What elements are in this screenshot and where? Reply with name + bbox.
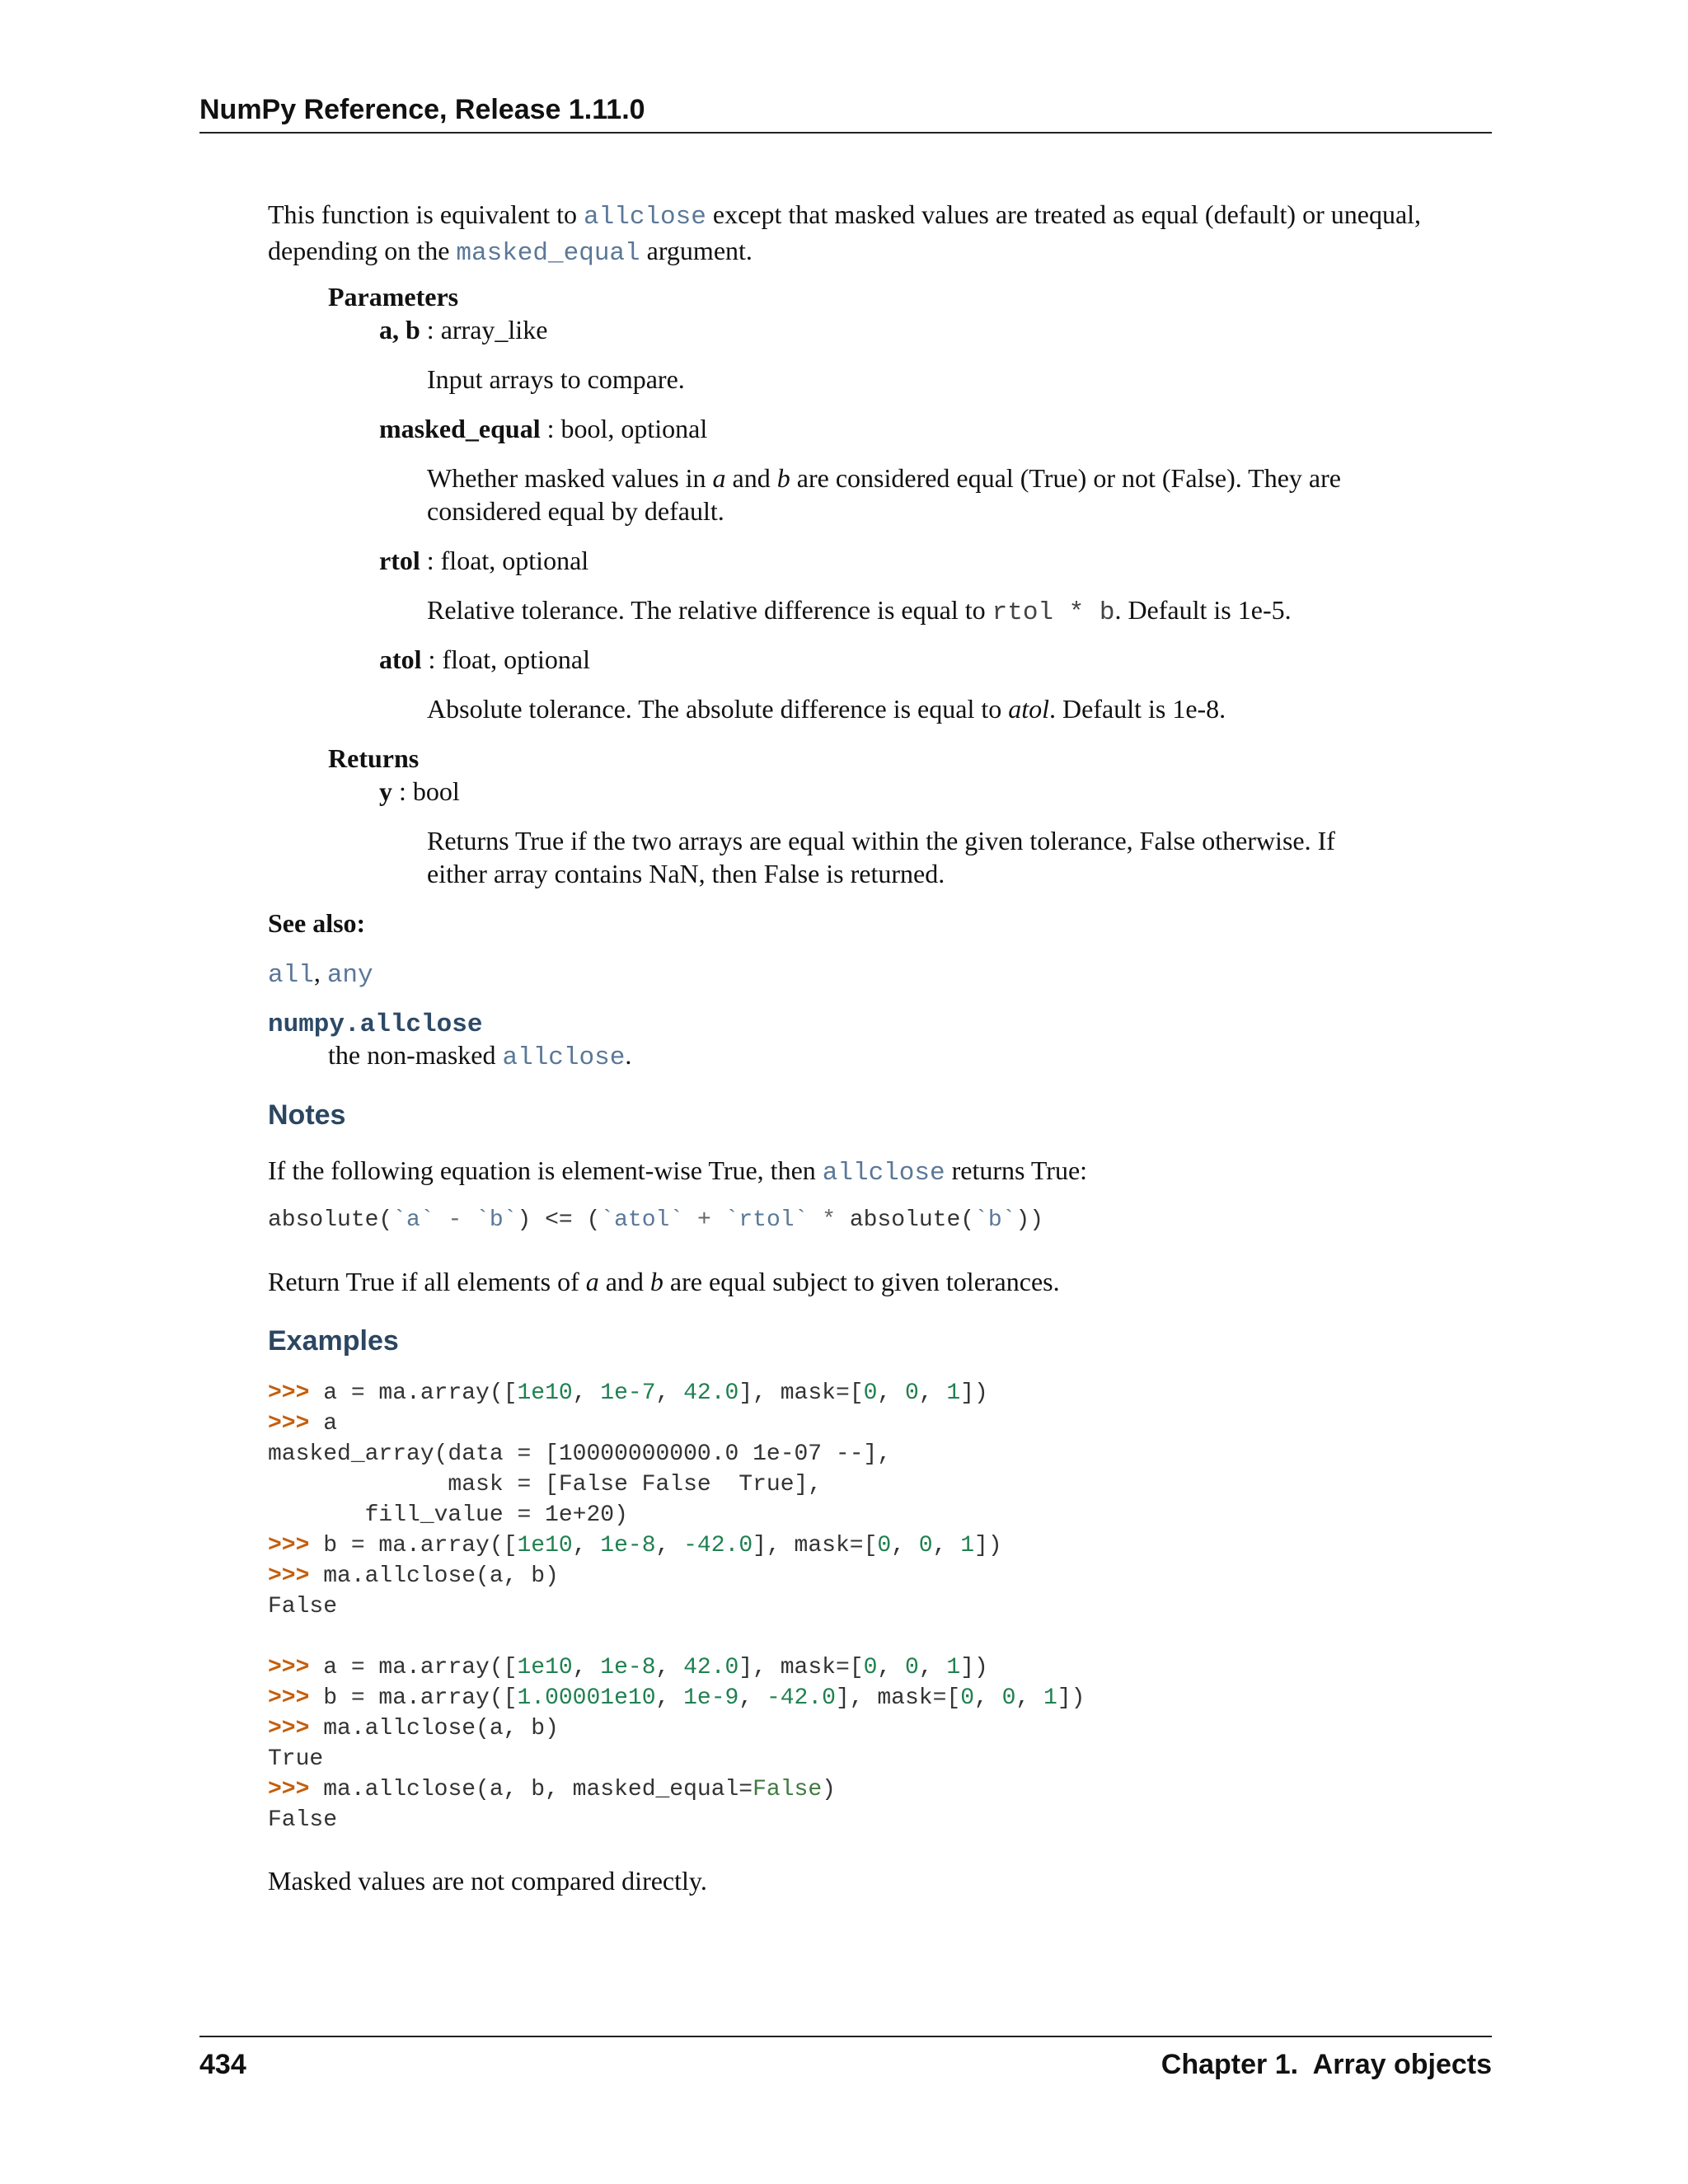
returns-heading: Returns [328, 743, 420, 773]
code-line-8: False [268, 1594, 338, 1619]
return-y: y : bool [379, 776, 460, 806]
any-link[interactable]: any [326, 961, 373, 990]
param-rtol: rtol : float, optional [379, 546, 589, 575]
return-y-desc: Returns True if the two arrays are equal within the given tolerance, False otherwise. If either array contains NaN, then False is returned. [427, 826, 1335, 888]
numpy-allclose-link[interactable]: numpy.allclose [268, 1010, 483, 1039]
param-atol: atol : float, optional [379, 644, 590, 674]
code-line-4: mask = [False False True], [268, 1472, 823, 1497]
masked-equal-link[interactable]: masked_equal [456, 239, 640, 268]
parameters-heading: Parameters [328, 282, 459, 312]
see-also-desc: the non-masked allclose. [328, 1040, 632, 1072]
rtol-code: rtol * b [992, 598, 1115, 627]
closing-paragraph: Masked values are not compared directly. [268, 1866, 707, 1896]
notes-equation: absolute(`a` - `b`) <= (`atol` + `rtol` * absolute(`b`)) [268, 1207, 1044, 1233]
see-also-links: all, any [268, 958, 373, 990]
code-line-1: >>> a = ma.array([1e10, 1e-7, 42.0], mask=[0, 0, 1]) [268, 1380, 988, 1406]
code-line-6: >>> b = ma.array([1e10, 1e-8, -42.0], mask=[0, 0, 1]) [268, 1533, 1002, 1558]
param-atol-desc: Absolute tolerance. The absolute difference is equal to atol. Default is 1e-8. [427, 694, 1226, 724]
param-masked-equal: masked_equal : bool, optional [379, 414, 708, 443]
allclose-link-2[interactable]: allclose [502, 1043, 626, 1072]
notes-heading: Notes [268, 1099, 346, 1131]
param-a-b: a, b : array_like [379, 315, 548, 344]
code-line-5: fill_value = 1e+20) [268, 1502, 628, 1528]
notes-paragraph-2: Return True if all elements of a and b are equal subject to given tolerances. [268, 1267, 1060, 1296]
code-line-3: masked_array(data = [10000000000.0 1e-07 --], [268, 1441, 892, 1467]
allclose-link-3[interactable]: allclose [822, 1159, 945, 1188]
code-line-9: >>> a = ma.array([1e10, 1e-8, 42.0], mask=[0, 0, 1]) [268, 1655, 988, 1680]
code-line-14: False [268, 1807, 338, 1833]
examples-code [268, 1378, 1085, 1835]
param-masked-equal-desc: Whether masked values in a and b are considered equal (True) or not (False). They are considered equal by default. [427, 463, 1341, 526]
code-line-12: True [268, 1746, 324, 1772]
page-header [199, 89, 1492, 134]
see-also-heading: See also: [268, 908, 366, 938]
param-rtol-desc: Relative tolerance. The relative difference is equal to rtol * b. Default is 1e-5. [427, 595, 1292, 627]
page-header-title: NumPy Reference, Release 1.11.0 [199, 94, 645, 125]
page-footer [199, 2036, 1492, 2087]
page-number: 434 [199, 2049, 246, 2080]
code-line-10: >>> b = ma.array([1.00001e10, 1e-9, -42.0], mask=[0, 0, 1]) [268, 1685, 1085, 1711]
intro-paragraph: This function is equivalent to allclose except that masked values are treated as equal (default) or unequal, depending on the masked_equal argument. [268, 199, 1422, 268]
code-line-11: >>> ma.allclose(a, b) [268, 1716, 559, 1741]
all-link[interactable]: all [268, 961, 314, 990]
code-line-7: >>> ma.allclose(a, b) [268, 1563, 559, 1589]
chapter-title: Chapter 1. Array objects [1160, 2049, 1492, 2080]
notes-paragraph-1: If the following equation is element-wise True, then allclose returns True: [268, 1155, 1088, 1188]
allclose-link[interactable]: allclose [584, 203, 706, 232]
examples-heading: Examples [268, 1325, 399, 1357]
see-also-numpy-allclose [268, 1005, 1492, 1042]
code-line-2: >>> a [268, 1411, 338, 1436]
code-line-13: >>> ma.allclose(a, b, masked_equal=False) [268, 1777, 836, 1802]
param-a-b-desc: Input arrays to compare. [427, 364, 685, 394]
